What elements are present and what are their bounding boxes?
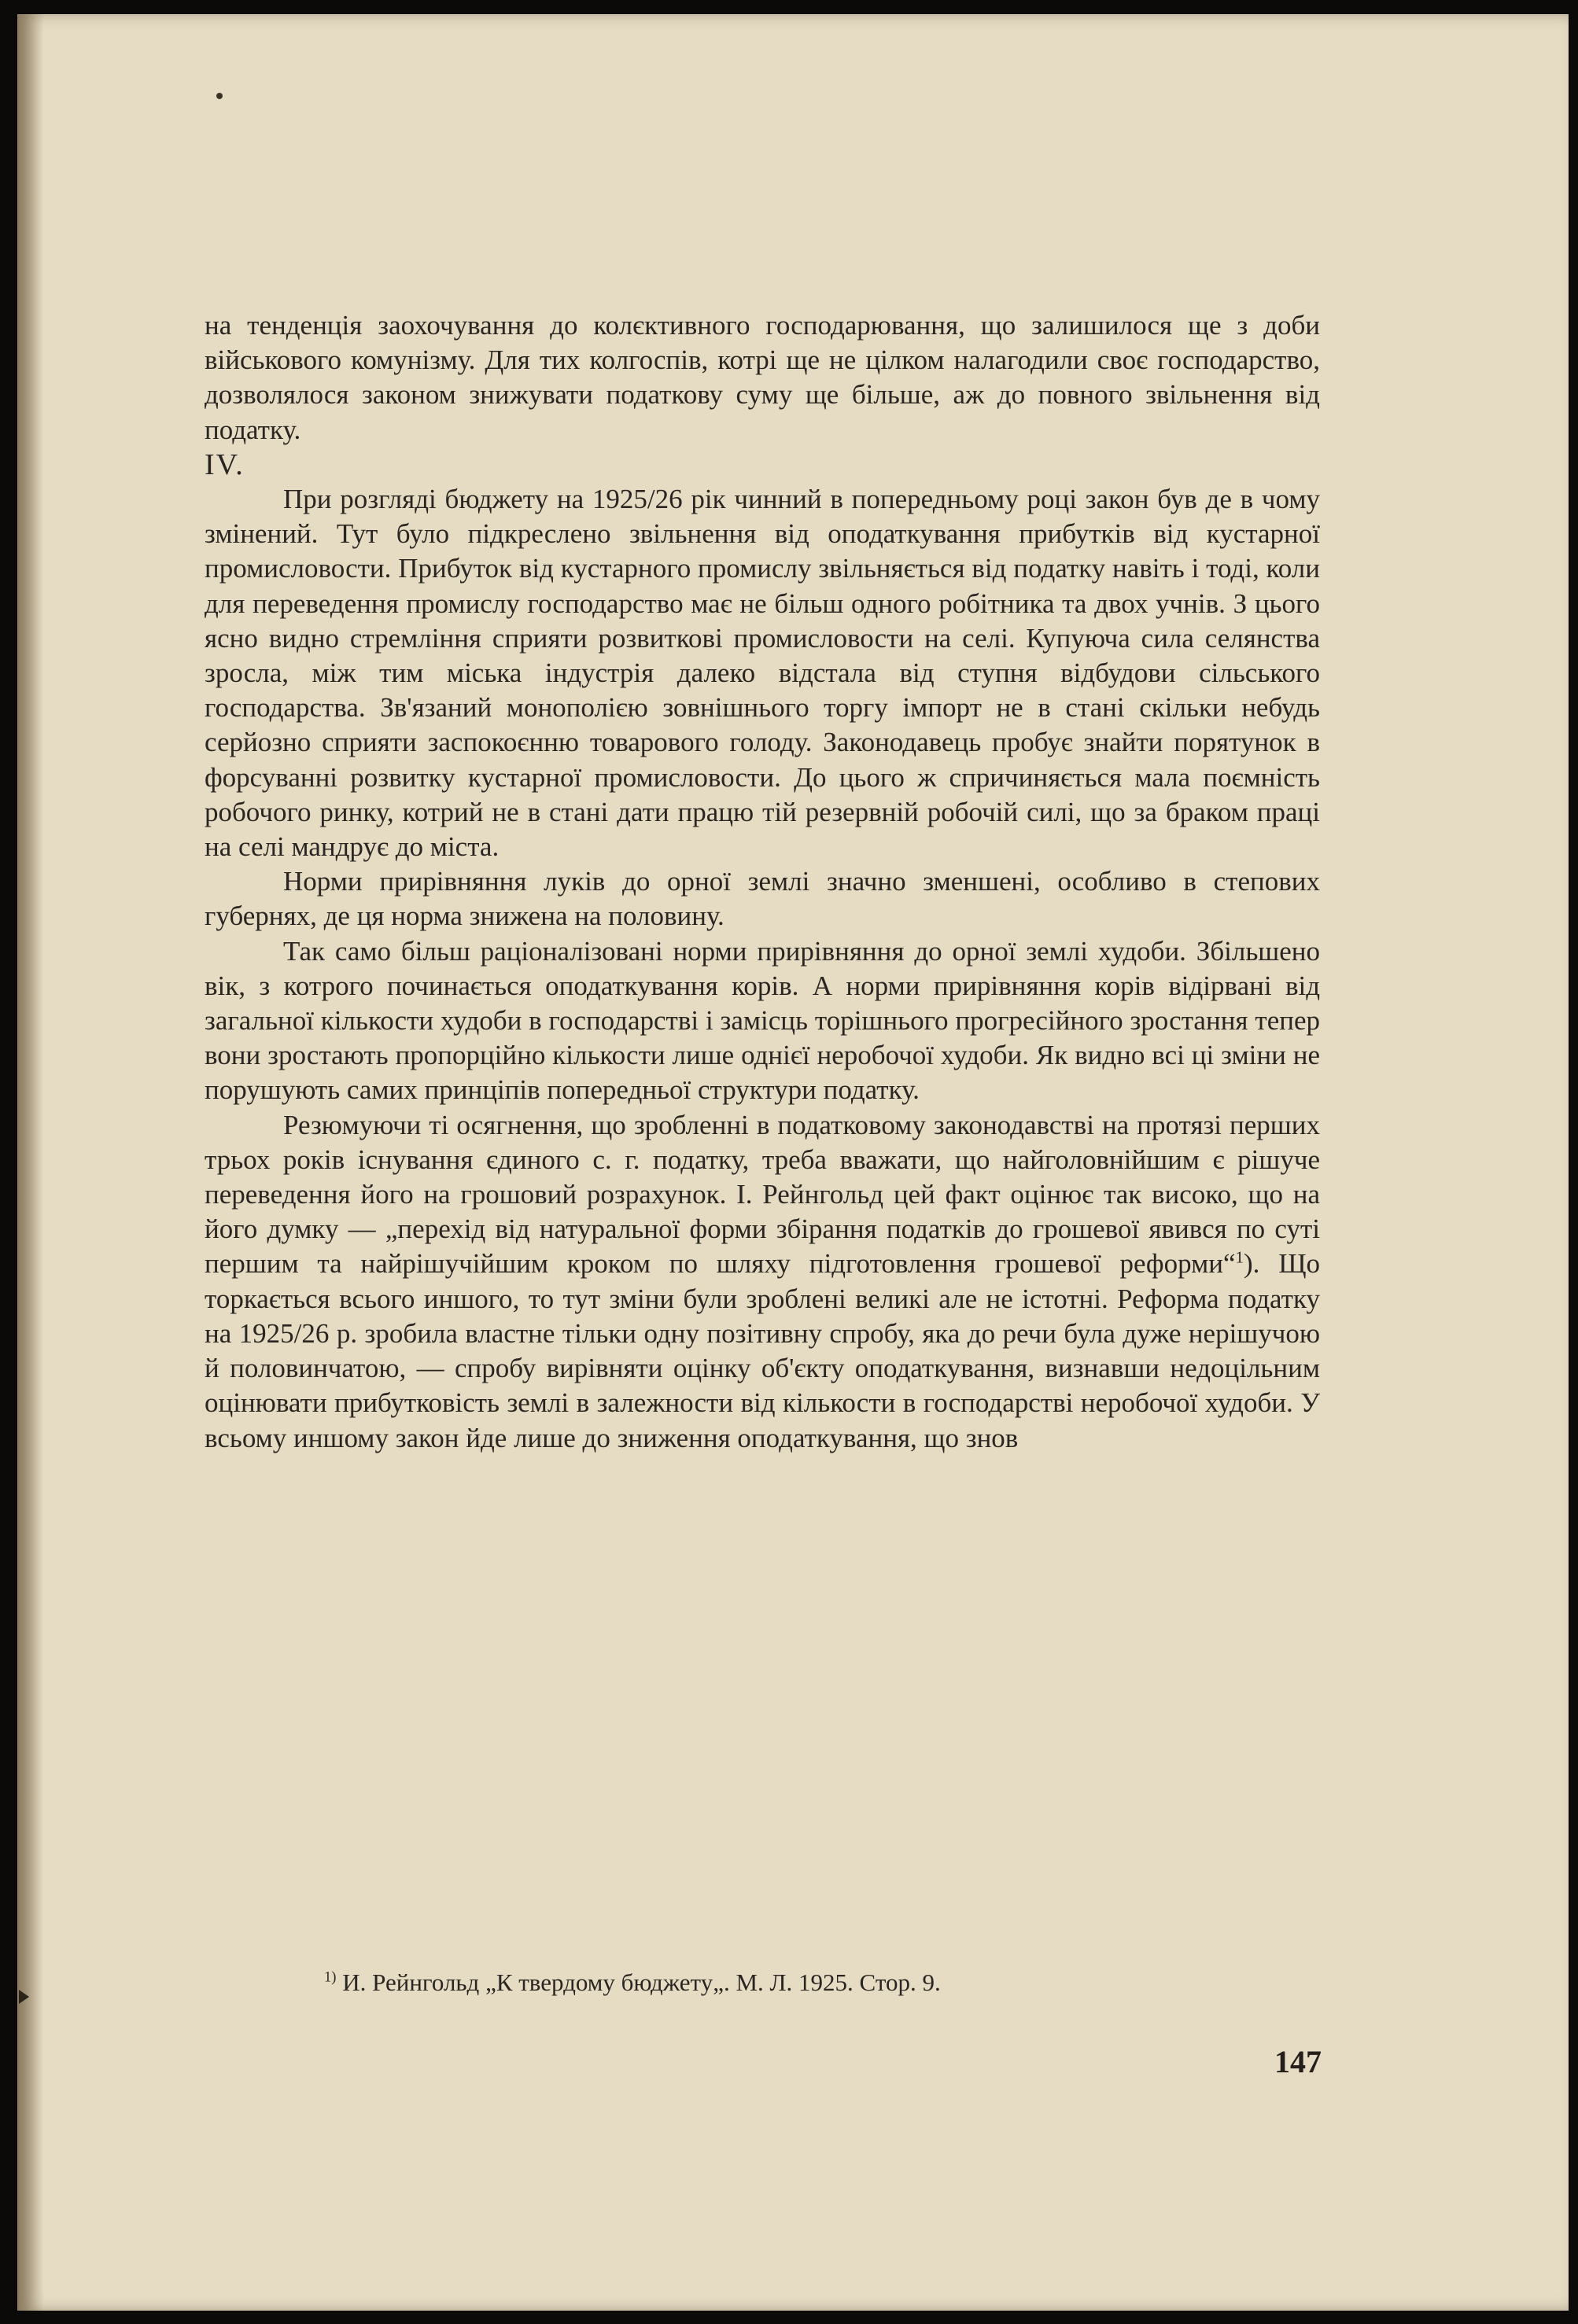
paragraph-summary: [205, 1108, 1320, 1456]
paragraph-meadows: Норми прирівняння луків до орної землі значно зменшені, особливо в степових губернях, де ця норма знижена на половину.: [205, 866, 1320, 932]
section-heading: IV.: [205, 447, 245, 481]
margin-mark: [19, 1990, 29, 2004]
ink-speck: [216, 93, 223, 99]
spine-shadow: [17, 14, 44, 2311]
body-text: [205, 308, 1320, 1456]
footnote-text: И. Рейнгольд „К твердому бюджету„. М. Л. 1925. Стор. 9.: [342, 1969, 941, 1996]
paragraph-summary-part-1: Резюмуючи ті осягнення, що зробленні в податковому законодавстві на протязі перших трьох років існування єдиного с. г. податку, треба вважати, що найголовнійшим є рішуче переведення його на грошовий розрахунок. І. Рейнгольд цей факт оцінює так високо, що на його думку — „перехід від натуральної форми збірання податків до грошевої явився по суті першим та найрішучійшим кроком по шляху підготовлення грошевої реформи“: [205, 1109, 1320, 1280]
footnote-marker: 1): [324, 1969, 337, 1986]
paragraph-livestock: Так само більш раціоналізовані норми прирівняння до орної землі худоби. Збільшено вік, з котрого починається оподаткування корів. А норми прирівняння корів відірвані від загальної кількости худоби в господарстві і замісць торішнього прогресійного зростання тепер вони зростають пропорційно кількости лише однієї неробочої худоби. Як видно всі ці зміни не порушують самих принціпів попередньої структури податку.: [205, 935, 1320, 1106]
footnote: [324, 1967, 1347, 1998]
book-page: [17, 14, 1569, 2311]
page-number: 147: [1274, 2044, 1322, 2079]
intro-paragraph: на тенденція заохочування до колєктивного господарювання, що залишилося ще з доби військового комунізму. Для тих колгоспів, котрі ще не цілком налагодили своє господарство, дозволялося законом знижувати податкову суму ще більше, аж до повного звільнення від податку.: [205, 310, 1320, 445]
footnote-reference: 1: [1235, 1247, 1244, 1267]
paragraph-budget: При розгляді бюджету на 1925/26 рік чинний в попередньому році закон був де в чому змінений. Тут було підкреслено звільнення від оподаткування прибутків від кустарної промисловости. Прибуток від кустарного промислу звільняється від податку навіть і тоді, коли для переведення промислу господарство має не більш одного робітника та двох учнів. З цього ясно видно стремління сприяти розвиткові промисловости на селі. Купуюча сила селянства зросла, між тим міська індустрія далеко відстала від ступня відбудови сільського господарства. Зв'язаний монополією зовнішнього торгу імпорт не в стані скільки небудь серйозно сприяти заспокоєнню товарового голоду. Законодавець пробує знайти порятунок в форсуванні розвитку кустарної промисловости. До цього ж спричиняється мала поємність робочого ринку, котрий не в стані дати працю тій резервній робочій силі, що за браком праці на селі мандрує до міста.: [205, 484, 1320, 863]
paragraph-summary-part-2: ). Що торкається всього иншого, то тут зміни були зроблені великі але не істотні. Реформа податку на 1925/26 р. зробила властне тільки одну позітивну спробу, яка до речи була дуже нерішучою й половинчатою, — спробу вирівняти оцінку об'єкту оподаткування, визнавши недоцільним оцінювати прибутковість землі в залежности від кількости в господарстві неробочої худоби. У всьому иншому закон йде лише до зниження оподаткування, що знов: [205, 1248, 1321, 1453]
